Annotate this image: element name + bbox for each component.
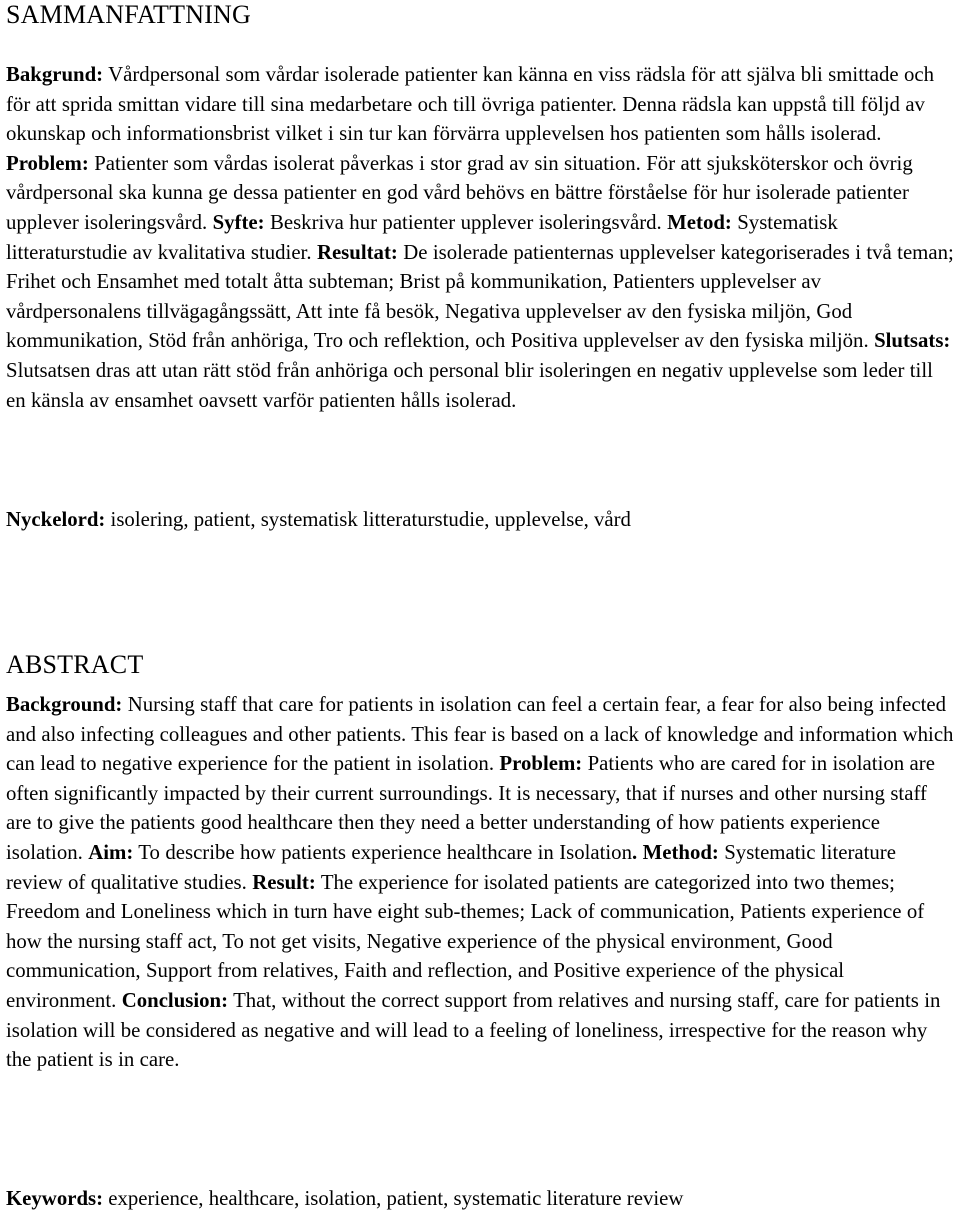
conclusion-text: That, without the correct support from relatives and nursing staff, care for patients in isolation will be considered as negative and will lead to a feeling of loneliness, irrespective for the reason why the patient is in care. [6,988,941,1072]
problem-label-sv: Problem: [6,151,89,175]
metod-text: Systematisk litteraturstudie av kvalitativa studier. [6,210,838,264]
slutsats-text: Slutsatsen dras att utan rätt stöd från anhöriga och personal blir isoleringen en negativ upplevelse som leder till en känsla av ensamhet oavsett varför patienten hålls isolerad. [6,358,933,412]
keywords-text: experience, healthcare, isolation, patient, systematic literature review [103,1187,684,1210]
syfte-label: Syfte: [212,210,265,234]
aim-text: To describe how patients experience healthcare in Isolation [133,840,632,864]
abstract-heading: ABSTRACT [6,650,144,679]
keywords-line [6,1184,956,1214]
sammanfattning-heading: SAMMANFATTNING [6,0,252,29]
background-label: Background: [6,693,123,716]
keywords-label: Keywords: [6,1187,104,1210]
result-label: Result: [252,870,316,894]
problem-label-en: Problem: [499,752,583,776]
background-text: Nursing staff that care for patients in isolation can feel a certain fear, a fear for also being infected and also infecting colleagues and other patients. This fear is based on a lack of knowledge and information which can lead to negative experience for the patient in isolation. [6,693,954,776]
method-text: Systematic literature review of qualitative studies. [6,840,896,894]
aim-label: Aim: [88,840,134,864]
syfte-text: Beskriva hur patienter upplever isoleringsvård. [264,210,668,234]
problem-text-en: Patients who are cared for in isolation are often significantly impacted by their current surroundings. It is necessary, that if nurses and other nursing staff are to give the patients good healthcare then they need a better understanding of how patients experience isolation. [6,752,935,864]
sammanfattning-paragraph [6,60,956,415]
nyckelord-line [6,505,956,535]
bakgrund-label: Bakgrund: [6,63,104,86]
nyckelord-label: Nyckelord: [6,508,106,531]
result-text: The experience for isolated patients are categorized into two themes; Freedom and Loneliness which in turn have eight sub-themes; Lack of communication, Patients experience of how the nursing staff act, To not get visits, Negative experience of the physical environment, Good communication, Support from relatives, Faith and reflection, and Positive experience of the physical environment. [6,870,925,1012]
abstract-paragraph [6,690,956,1075]
resultat-label: Resultat: [316,240,398,264]
problem-text-sv: Patienter som vårdas isolerat påverkas i stor grad av sin situation. För att sjuksköterskor och övrig vårdpersonal ska kunna ge dessa patienter en god vård behövs en bättre förståelse för hur isolerade patienter upplever isoleringsvård. [6,151,913,234]
method-label: Method: [637,840,719,864]
slutsats-label: Slutsats: [874,329,951,353]
bakgrund-text: Vårdpersonal som vårdar isolerade patienter kan känna en viss rädsla för att själva bli smittade och för att sprida smittan vidare till sina medarbetare och till övriga patienter. Denna rädsla kan uppstå till följd av okunskap och informationsbrist vilket i sin tur kan förvärra upplevelsen hos patienten som hålls isolerad. [6,63,935,146]
nyckelord-text: isolering, patient, systematisk litteraturstudie, upplevelse, vård [105,508,631,531]
aim-period: . [631,840,638,864]
conclusion-label: Conclusion: [121,988,229,1012]
resultat-text: De isolerade patienternas upplevelser kategoriserades i två teman; Frihet och Ensamhet med totalt åtta subteman; Brist på kommunikation, Patienters upplevelser av vårdpersonalens tillvägagångssätt, Att inte få besök, Negativa upplevelser av den fysiska miljön, God kommunikation, Stöd från anhöriga, Tro och reflektion, och Positiva upplevelser av den fysiska miljön. [6,240,954,353]
metod-label: Metod: [667,210,732,234]
